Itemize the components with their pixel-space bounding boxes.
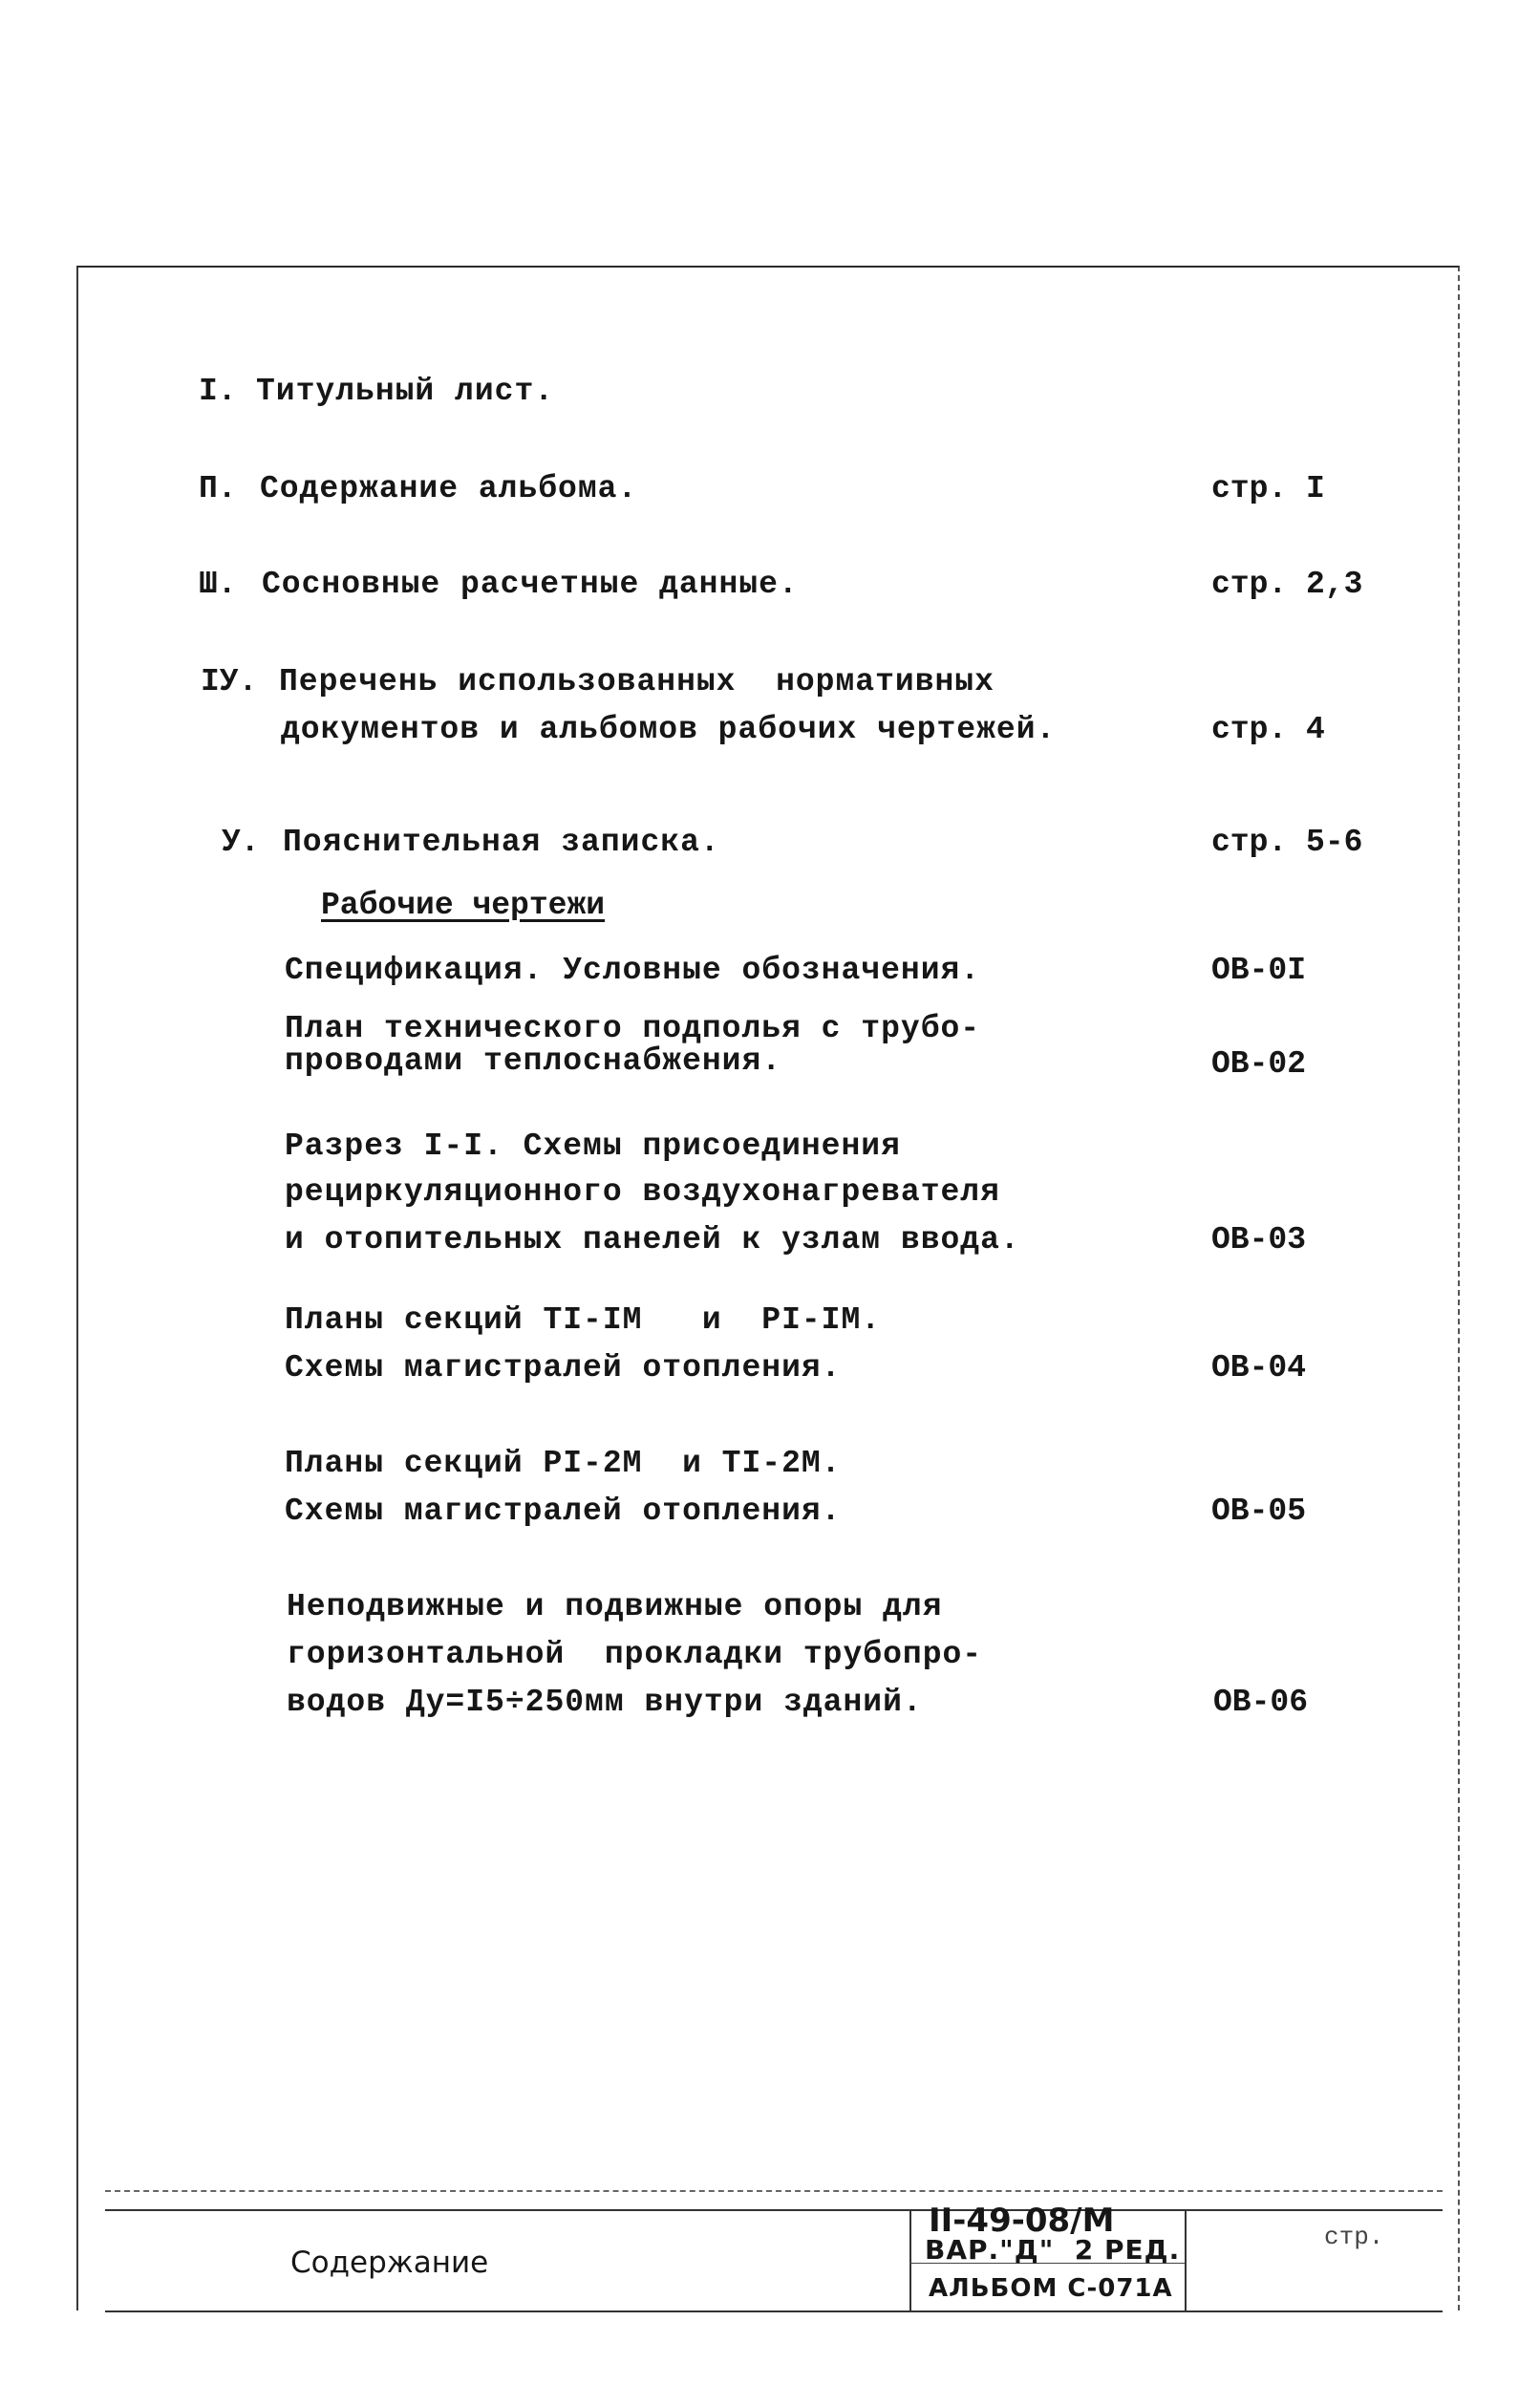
- drawings-heading: Рабочие чертежи: [321, 888, 606, 923]
- title-block-section-name: Содержание: [290, 2246, 489, 2280]
- toc-entry-4-number: IУ.: [201, 664, 258, 699]
- frame-bottom-rule: [105, 2190, 1443, 2192]
- title-block-project-code: II-49-08/М: [929, 2202, 1115, 2240]
- toc-entry-4-title-line-2: документов и альбомов рабочих чертежей.: [281, 712, 1057, 747]
- drawing-5-title-line-2: Схемы магистралей отопления.: [285, 1494, 842, 1529]
- drawing-3-title-line-2: рециркуляционного воздухонагревателя: [285, 1174, 1000, 1210]
- toc-entry-5-title: Пояснительная записка.: [283, 825, 720, 860]
- drawing-2-title-line-2: проводами теплоснабжения.: [285, 1043, 782, 1079]
- toc-entry-4-title-line-1: Перечень использованных нормативных: [279, 664, 995, 699]
- drawing-6-title-line-1: Неподвижные и подвижные опоры для: [287, 1589, 943, 1624]
- toc-entry-4-page: стр. 4: [1211, 712, 1325, 747]
- toc-entry-1-title: Титульный лист.: [256, 374, 555, 409]
- drawing-3-title-line-3: и отопительных панелей к узлам ввода.: [285, 1222, 1020, 1257]
- toc-entry-1-number: I.: [199, 374, 237, 409]
- drawing-2-title-line-1: План технического подполья с трубо-: [285, 1011, 981, 1046]
- title-block-divider-left: [909, 2211, 911, 2310]
- drawing-5-code: ОВ-05: [1211, 1494, 1307, 1529]
- drawing-3-title-line-1: Разрез I-I. Схемы присоединения: [285, 1128, 901, 1164]
- toc-entry-2-page: стр. I: [1211, 471, 1325, 506]
- title-block-divider-right: [1185, 2211, 1187, 2310]
- drawing-1-code: ОВ-0I: [1211, 953, 1307, 988]
- toc-entry-2-number: П.: [199, 471, 237, 506]
- toc-entry-3-title: Сосновные расчетные данные.: [262, 567, 799, 602]
- drawing-2-code: ОВ-02: [1211, 1046, 1307, 1082]
- drawing-1-title: Спецификация. Условные обозначения.: [285, 953, 981, 988]
- toc-entry-3-page: стр. 2,3: [1211, 567, 1363, 602]
- drawing-4-code: ОВ-04: [1211, 1350, 1307, 1386]
- drawing-6-title-line-3: водов Ду=I5÷250мм внутри зданий.: [287, 1685, 923, 1720]
- drawing-5-title-line-1: Планы секций РI-2М и ТI-2М.: [285, 1446, 842, 1481]
- drawing-6-code: ОВ-06: [1213, 1685, 1309, 1720]
- toc-entry-2-title: Содержание альбома.: [260, 471, 638, 506]
- drawing-4-title-line-2: Схемы магистралей отопления.: [285, 1350, 842, 1386]
- drawing-6-title-line-2: горизонтальной прокладки трубопро-: [287, 1637, 983, 1672]
- title-block-page-label: стр.: [1324, 2223, 1384, 2251]
- drawing-4-title-line-1: Планы секций ТI-IМ и РI-IМ.: [285, 1302, 882, 1338]
- title-block: [105, 2202, 1443, 2312]
- toc-entry-3-number: Ш.: [199, 567, 237, 602]
- title-block-variant: ВАР."Д" 2 РЕД.: [925, 2234, 1181, 2266]
- toc-entry-5-page: стр. 5-6: [1211, 825, 1363, 860]
- drawing-3-code: ОВ-03: [1211, 1222, 1307, 1257]
- toc-entry-5-number: У.: [222, 825, 260, 860]
- title-block-album: АЛЬБОМ С-071А: [929, 2274, 1173, 2303]
